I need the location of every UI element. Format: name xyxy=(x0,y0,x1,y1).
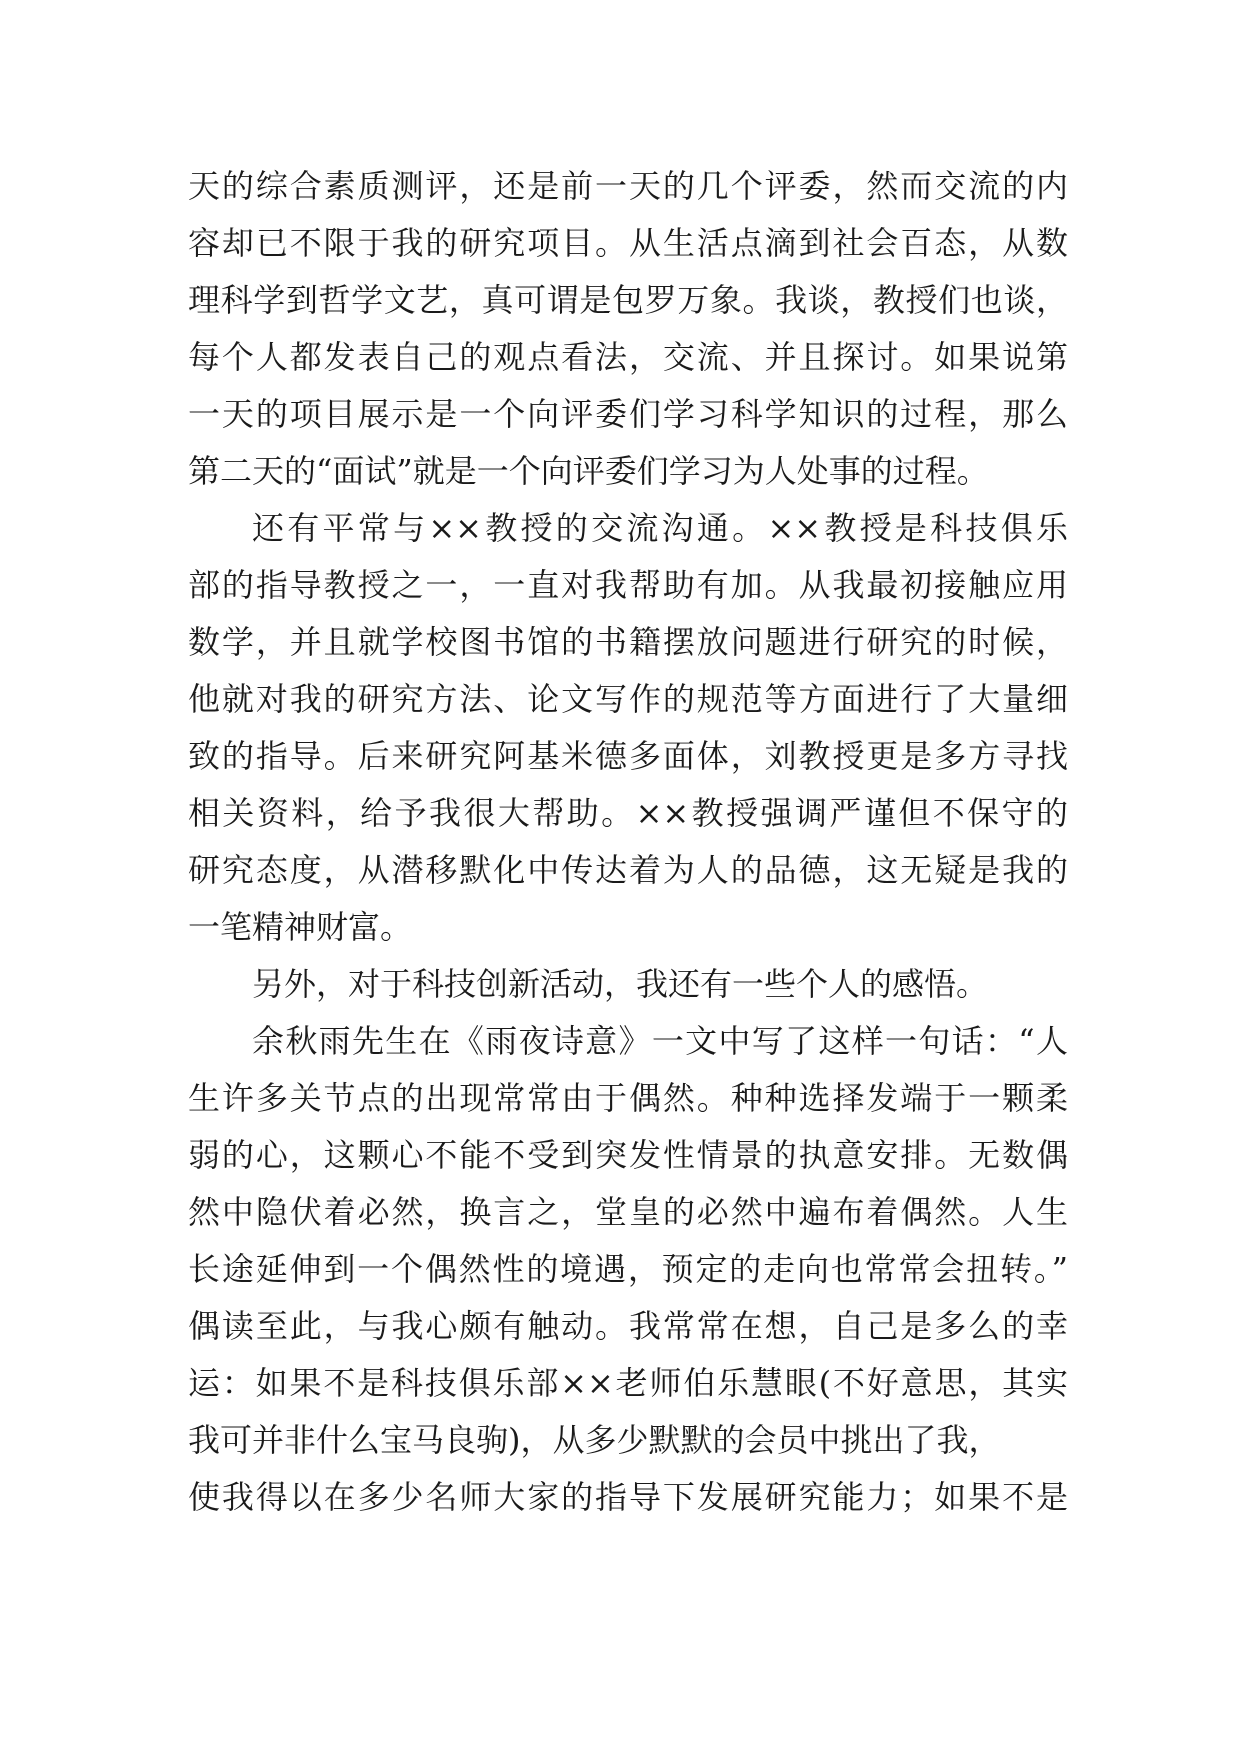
text-line: 第二天的“面试”就是一个向评委们学习为人处事的过程。 xyxy=(188,452,989,490)
text-line: 理科学到哲学文艺，真可谓是包罗万象。我谈，教授们也谈， xyxy=(188,281,1068,319)
text-line: 相关资料，给予我很大帮助。××教授强调严谨但不保守的 xyxy=(188,794,1068,832)
text-line: 致的指导。后来研究阿基米德多面体，刘教授更是多方寻找 xyxy=(188,737,1068,775)
text-line: 长途延伸到一个偶然性的境遇，预定的走向也常常会扭转。” xyxy=(188,1250,1068,1288)
text-line: 弱的心，这颗心不能不受到突发性情景的执意安排。无数偶 xyxy=(188,1136,1068,1174)
paragraph-first-line: 另外，对于科技创新活动，我还有一些个人的感悟。 xyxy=(252,965,989,1003)
text-line: 我可并非什么宝马良驹)，从多少默默的会员中挑出了我， xyxy=(188,1421,1001,1459)
text-line: 运：如果不是科技俱乐部××老师伯乐慧眼(不好意思，其实 xyxy=(188,1364,1068,1402)
text-line: 天的综合素质测评，还是前一天的几个评委，然而交流的内 xyxy=(188,167,1068,205)
text-line: 偶读至此，与我心颇有触动。我常常在想，自己是多么的幸 xyxy=(188,1307,1068,1345)
text-line: 他就对我的研究方法、论文写作的规范等方面进行了大量细 xyxy=(188,680,1068,718)
paragraph-first-line: 还有平常与××教授的交流沟通。××教授是科技俱乐 xyxy=(252,509,1068,547)
text-line: 生许多关节点的出现常常由于偶然。种种选择发端于一颗柔 xyxy=(188,1079,1068,1117)
text-line: 每个人都发表自己的观点看法，交流、并且探讨。如果说第 xyxy=(188,338,1068,376)
text-line: 数学，并且就学校图书馆的书籍摆放问题进行研究的时候， xyxy=(188,623,1068,661)
text-line: 使我得以在多少名师大家的指导下发展研究能力；如果不是 xyxy=(188,1478,1068,1516)
text-line: 研究态度，从潜移默化中传达着为人的品德，这无疑是我的 xyxy=(188,851,1068,889)
document-body xyxy=(188,158,1068,1526)
text-line: 部的指导教授之一，一直对我帮助有加。从我最初接触应用 xyxy=(188,566,1068,604)
text-line: 容却已不限于我的研究项目。从生活点滴到社会百态，从数 xyxy=(188,224,1068,262)
paragraph-first-line: 余秋雨先生在《雨夜诗意》一文中写了这样一句话：“人 xyxy=(252,1022,1068,1060)
text-line: 一天的项目展示是一个向评委们学习科学知识的过程，那么 xyxy=(188,395,1068,433)
text-line: 然中隐伏着必然，换言之，堂皇的必然中遍布着偶然。人生 xyxy=(188,1193,1068,1231)
text-line: 一笔精神财富。 xyxy=(188,908,413,946)
